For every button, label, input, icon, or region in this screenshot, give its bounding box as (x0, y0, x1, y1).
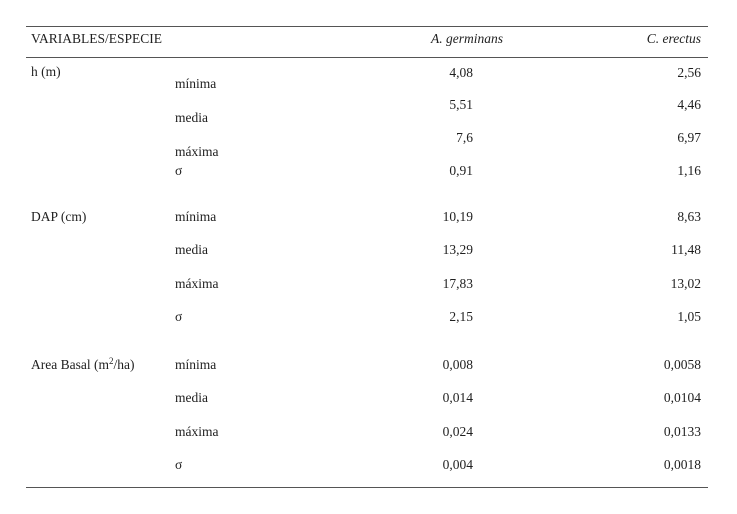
header-species-c: C. erectus (646, 31, 701, 46)
table-cell: 0,0018 (663, 457, 701, 472)
stat-label: σ (175, 309, 183, 324)
table-cell: 11,48 (671, 242, 701, 257)
group-label-area-basal: Area Basal $(m^2/ha)$ (31, 356, 135, 372)
table-cell: 5,51 (449, 97, 473, 112)
group-label-dap: DAP (cm) (31, 209, 87, 224)
table-cell: 0,91 (449, 163, 473, 178)
stat-label: mínima (175, 209, 217, 224)
table-cell: 0,0104 (663, 390, 701, 405)
table-cell: 6,97 (677, 130, 701, 145)
header-rule (26, 57, 708, 58)
table-cell: 13,29 (442, 242, 473, 257)
stat-label: máxima (175, 144, 219, 159)
table-cell: 0,014 (442, 390, 473, 405)
group-label-height: h (m) (31, 64, 61, 79)
table-cell: 8,63 (677, 209, 701, 224)
table-cell: 0,008 (442, 357, 473, 372)
stat-label: σ (175, 163, 183, 178)
header-species-a: A. germinans (431, 31, 503, 46)
table-cell: 0,0058 (663, 357, 701, 372)
table-cell: 0,004 (442, 457, 473, 472)
table-cell: 2,56 (677, 65, 701, 80)
table-cell: 10,19 (442, 209, 473, 224)
table-cell: 0,0133 (663, 424, 701, 439)
stat-label: media (175, 242, 208, 257)
table-cell: 2,15 (449, 309, 473, 324)
stat-label: máxima (175, 424, 219, 439)
table-cell: 1,16 (677, 163, 701, 178)
table-cell: 13,02 (670, 276, 701, 291)
table-cell: 0,024 (442, 424, 473, 439)
table-cell: 7,6 (456, 130, 473, 145)
table-cell: 17,83 (442, 276, 473, 291)
table-cell: 1,05 (677, 309, 701, 324)
stat-label: mínima (175, 357, 217, 372)
top-rule (26, 26, 708, 27)
stat-label: mínima (175, 76, 217, 91)
table-cell: 4,08 (449, 65, 473, 80)
stat-label: máxima (175, 276, 219, 291)
header-variables: VARIABLES/ESPECIE (31, 31, 163, 46)
table-cell: 4,46 (677, 97, 701, 112)
stat-label: media (175, 110, 208, 125)
bottom-rule (26, 487, 708, 488)
stat-label: σ (175, 457, 183, 472)
stat-label: media (175, 390, 208, 405)
